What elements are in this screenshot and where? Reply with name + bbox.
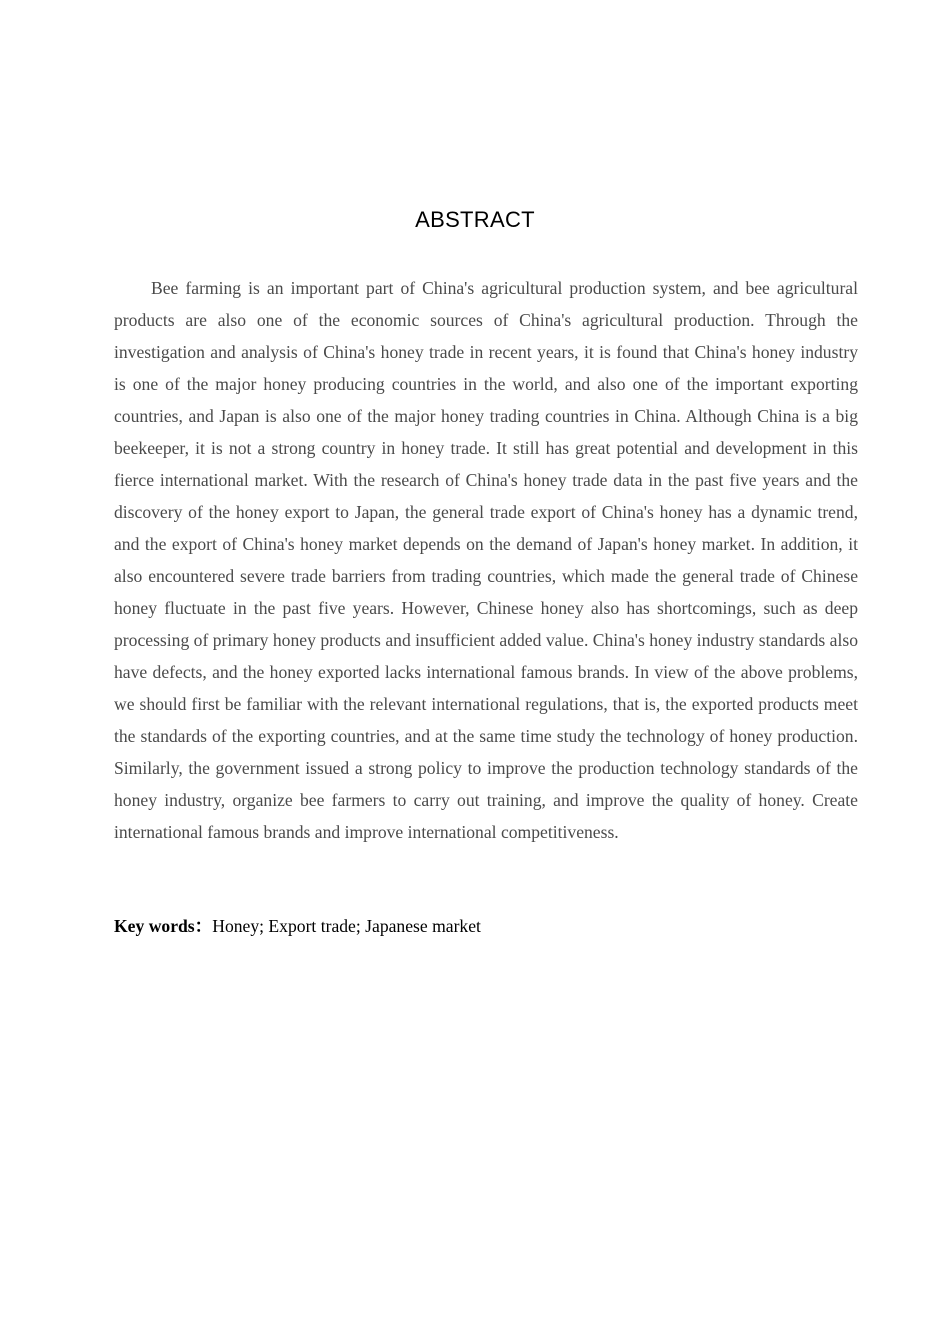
keywords-value: Honey; Export trade; Japanese market xyxy=(212,916,481,936)
keywords-line xyxy=(114,910,858,942)
keywords-label: Key words： xyxy=(114,916,213,936)
abstract-title: ABSTRACT xyxy=(415,207,535,232)
abstract-paragraph: Bee farming is an important part of China's agricultural production system, and bee agricultural products are also one of the economic sources of China's agricultural production. Through the investigation and analysis of China's honey trade in recent years, it is found that China's honey industry is one of the major honey producing countries in the world, and also one of the important exporting countries, and Japan is also one of the major honey trading countries in China. Although China is a big beekeeper, it is not a strong country in honey trade. It still has great potential and development in this fierce international market. With the research of China's honey trade data in the past five years and the discovery of the honey export to Japan, the general trade export of China's honey has a dynamic trend, and the export of China's honey market depends on the demand of Japan's honey market. In addition, it also encountered severe trade barriers from trading countries, which made the general trade of Chinese honey fluctuate in the past five years. However, Chinese honey also has shortcomings, such as deep processing of primary honey products and insufficient added value. China's honey industry standards also have defects, and the honey exported lacks international famous brands. In view of the above problems, we should first be familiar with the relevant international regulations, that is, the exported products meet the standards of the exporting countries, and at the same time study the technology of honey production. Similarly, the government issued a strong policy to improve the production technology standards of the honey industry, organize bee farmers to carry out training, and improve the quality of honey. Create international famous brands and improve international competitiveness. xyxy=(114,278,858,842)
